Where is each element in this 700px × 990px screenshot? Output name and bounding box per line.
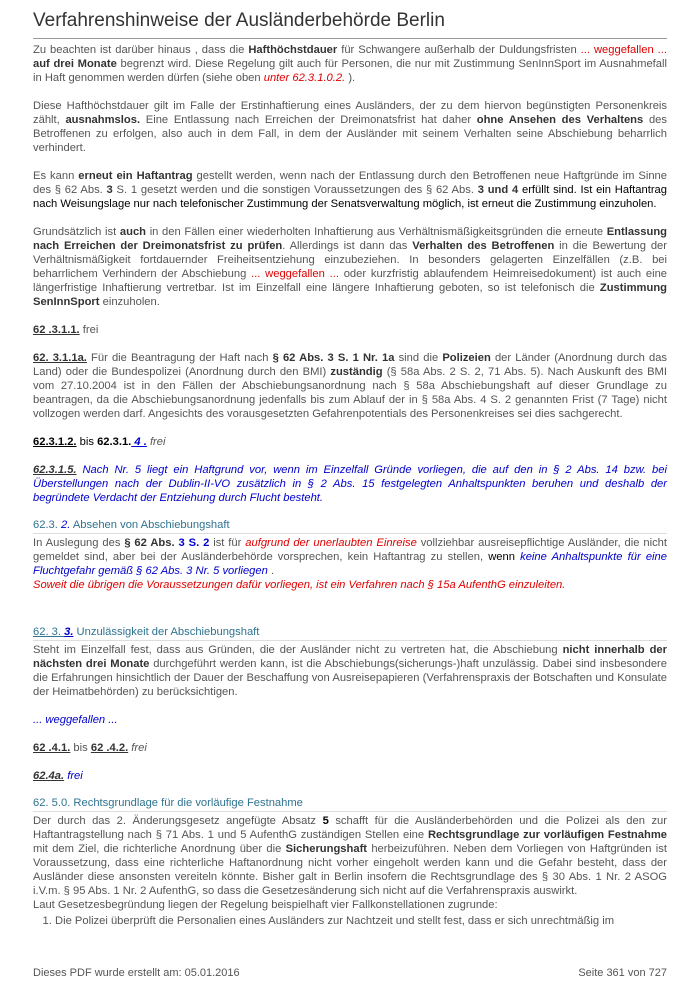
section-62-3-1-1a: 62. 3.1.1a. Für die Beantragung der Haft nach § 62 Abs. 3 S. 1 Nr. 1a sind die Polizeien der Länder (Anordnung durch das Land) oder die Bundespolizei (Anordnung durch den BMI) zuständig (§ 58a Abs. 2 S. 2, 71 Abs. 5). Nach Auskunft des BMI vom 27.10.2004 ist in den Fällen der Abschiebungsanordnung nach § 58a Abschiebungshaft auf dieser Grundlage zu beantragen, da die Abschiebungsanordnung jedenfalls bis zum Ablauf der in § 58a Abs. 4 S. 2 genannten Frist (7 Tage) nicht vollzogen werden darf. Angesichts des vorausgesetzten Gefahrenpotentials des Personenkreises sei dies sachgerecht. <box>33 352 668 420</box>
section-number-link[interactable]: 4 . <box>131 436 147 448</box>
paragraph-erstinhaftierung: Diese Hafthöchstdauer gilt im Falle der Erstinhaftierung eines Ausländers, der zu dem hiervon begünstigten Personenkreis zählt, ausnahmslos. Eine Entlassung nach Erreichen der Dreimonatsfrist hat daher ohne Ansehen des Verhaltens des Betroffenen zu erfolgen, also auch in dem Fall, in dem der Ausländer mit seinem Verhalten seine Abschiebung beharrlich verhindert. <box>33 100 667 154</box>
section-62-4-1-to-2: 62 .4.1. bis 62 .4.2. frei <box>33 742 147 754</box>
cross-reference-link[interactable]: unter 62.3.1.0.2. <box>263 72 346 84</box>
section-62-3-1-2-to-4: 62.3.1.2. bis 62.3.1. 4 . frei <box>33 436 166 448</box>
weggefallen-note: ... weggefallen ... <box>33 714 118 726</box>
section-number-link[interactable]: 62.4a. <box>33 770 65 782</box>
fallkonstellationen-list <box>33 914 667 928</box>
section-number-link[interactable]: 62.3.1.2. <box>33 436 77 448</box>
section-number-link[interactable]: 62.3.1.5. <box>33 464 77 476</box>
section-number-link[interactable]: 62. 3.1.1a. <box>33 352 87 364</box>
page-number: Seite 361 von 727 <box>578 967 667 979</box>
paragraph-hafthoechstdauer: Zu beachten ist darüber hinaus , dass die Hafthöchstdauer für Schwangere außerhalb der Duldungsfristen ... weggefallen ... auf drei Monate begrenzt wird. Diese Regelung gilt auch für Personen, die nur mit Zustimmung SenInnSport im Ausnahmefall in Haft genommen werden dürfen (siehe oben unter 62.3.1.0.2. ). <box>33 44 667 84</box>
section-number-link[interactable]: 62. 3. <box>33 626 65 638</box>
paragraph-festnahme: Der durch das 2. Änderungsgesetz angefügte Absatz 5 schafft für die Ausländerbehörden und die Polizei als den zur Haftantragstellung nach § 71 Abs. 1 und 5 AufenthG zuständigen Stellen eine Rechtsgrundlage zur vorläufigen Festnahme mit dem Ziel, die richterliche Anordnung über die Sicherungshaft herbeizuführen. Neben dem Vorliegen von Haftgründen ist Voraussetzung, dass eine richterliche Haftanordnung nicht vorher eingeholt werden kann und die Gefahr besteht, dass der Ausländer diese ansonsten vereiteln könnte. Bisher galt in Berlin insofern die Rechtsgrundlage des § 30 Abs. 1 Nr. 2 ASOG i.V.m. § 95 Abs. 1 Nr. 2 AufenthG, so dass die Gesetzesänderung sich nicht auf die Verfahrenspraxis auswirkt. Laut Gesetzesbegründung liegen der Regelung beispielhaft vier Fallkonstellationen zugrunde: <box>33 815 667 911</box>
paragraph-erneuter-haftantrag: Es kann erneut ein Haftantrag gestellt werden, wenn nach der Entlassung durch den Betroffenen neue Haftgründe im Sinne des § 62 Abs. 3 S. 1 gesetzt werden und die sonstigen Voraussetzungen des § 62 Abs. 3 und 4 erfüllt sind. Ist ein Haftantrag nach Weisungslage nur nach telefonischer Zustimmung der Senatsverwaltung möglich, ist erneut die Zustimmung einzuholen. <box>33 170 667 210</box>
section-62-3-1-1: 62 .3.1.1. frei <box>33 324 99 336</box>
paragraph-unzulaessigkeit: Steht im Einzelfall fest, dass aus Gründen, die der Ausländer nicht zu vertreten hat, die Abschiebung nicht innerhalb der nächsten drei Monate durchgeführt werden kann, ist die Abschiebungs(sicherungs-)haft unzulässig. Dabei sind insbesondere die Erfahrungen hinsichtlich der Dauer der Beschaffung von Ausreisepapieren (Verfahrenspraxis der Botschaften und Konsulate der Heimatbehörden) zu berücksichtigen. <box>33 644 667 698</box>
section-62-3-1-5: 62.3.1.5. Nach Nr. 5 liegt ein Haftgrund vor, wenn im Einzelfall Gründe vorliegen, die auf den in § 2 Abs. 14 bzw. bei Überstellungen nach der Dublin-II-VO zusätzlich in § 2 Abs. 15 festgelegten Anhaltspunkten beruhen und deshalb der begründete Verdacht der Entziehung durch Flucht besteht. <box>33 464 667 504</box>
page-footer <box>33 967 667 979</box>
section-heading-festnahme: 62. 5.0. Rechtsgrundlage für die vorläufige Festnahme <box>33 797 667 812</box>
paragraph-wiederholte-inhaftierung: Grundsätzlich ist auch in den Fällen einer wiederholten Inhaftierung aus Verhältnismäßigkeitsgründen die erneute Entlassung nach Erreichen der Dreimonatsfrist zu prüfen. Allerdings ist dann das Verhalten des Betroffenen in die Bewertung der Verhältnismäßigkeit fortdauernder Freiheitsentziehung einzubeziehen. In besonders gelagerten Einzelfällen (z.B. bei beharrlichem Verhindern der Abschiebung ... weggefallen ... oder kurzfristig ablaufendem Heimreisedokument) ist auch eine längerfristige Inhaftierung vertretbar. Ist im Einzelfall eine längere Inhaftierung geboten, so ist telefonisch die Zustimmung SenInnSport einzuholen. <box>33 226 668 308</box>
section-number-link[interactable]: 62 .4.1. <box>33 742 71 754</box>
section-number-link[interactable]: 62 .4.2. <box>90 742 129 754</box>
pdf-created-date: Dieses PDF wurde erstellt am: 05.01.2016 <box>33 967 240 979</box>
section-number-link[interactable]: 62 .3.1.1. <box>33 324 80 336</box>
section-heading-unzulaessigkeit: 62. 3. 3. Unzulässigkeit der Abschiebungshaft <box>33 626 667 641</box>
section-heading-absehen: 62.3. 2. Absehen von Abschiebungshaft <box>33 519 667 534</box>
section-62-4a: 62.4a. frei <box>33 770 83 782</box>
paragraph-absehen-von-haft: In Auslegung des § 62 Abs. 3 S. 2 ist für aufgrund der unerlaubten Einreise vollziehbar ausreisepflichtige Ausländer, die nicht gemeldet sind, aber bei der Ausländerbehörde vorsprechen, kein Haftantrag zu stellen, wenn keine Anhaltspunkte für eine Fluchtgefahr gemäß § 62 Abs. 3 Nr. 5 vorliegen . Soweit die übrigen die Voraussetzungen dafür vorliegen, ist ein Verfahren nach § 15a AufenthG einzuleiten. <box>33 537 667 591</box>
list-item: 1. Die Polizei überprüft die Personalien eines Ausländers zur Nachtzeit und stellt fest, dass er sich unrechtmäßig im <box>55 914 667 928</box>
document-page <box>33 10 667 928</box>
page-title: Verfahrenshinweise der Ausländerbehörde Berlin <box>33 10 667 39</box>
